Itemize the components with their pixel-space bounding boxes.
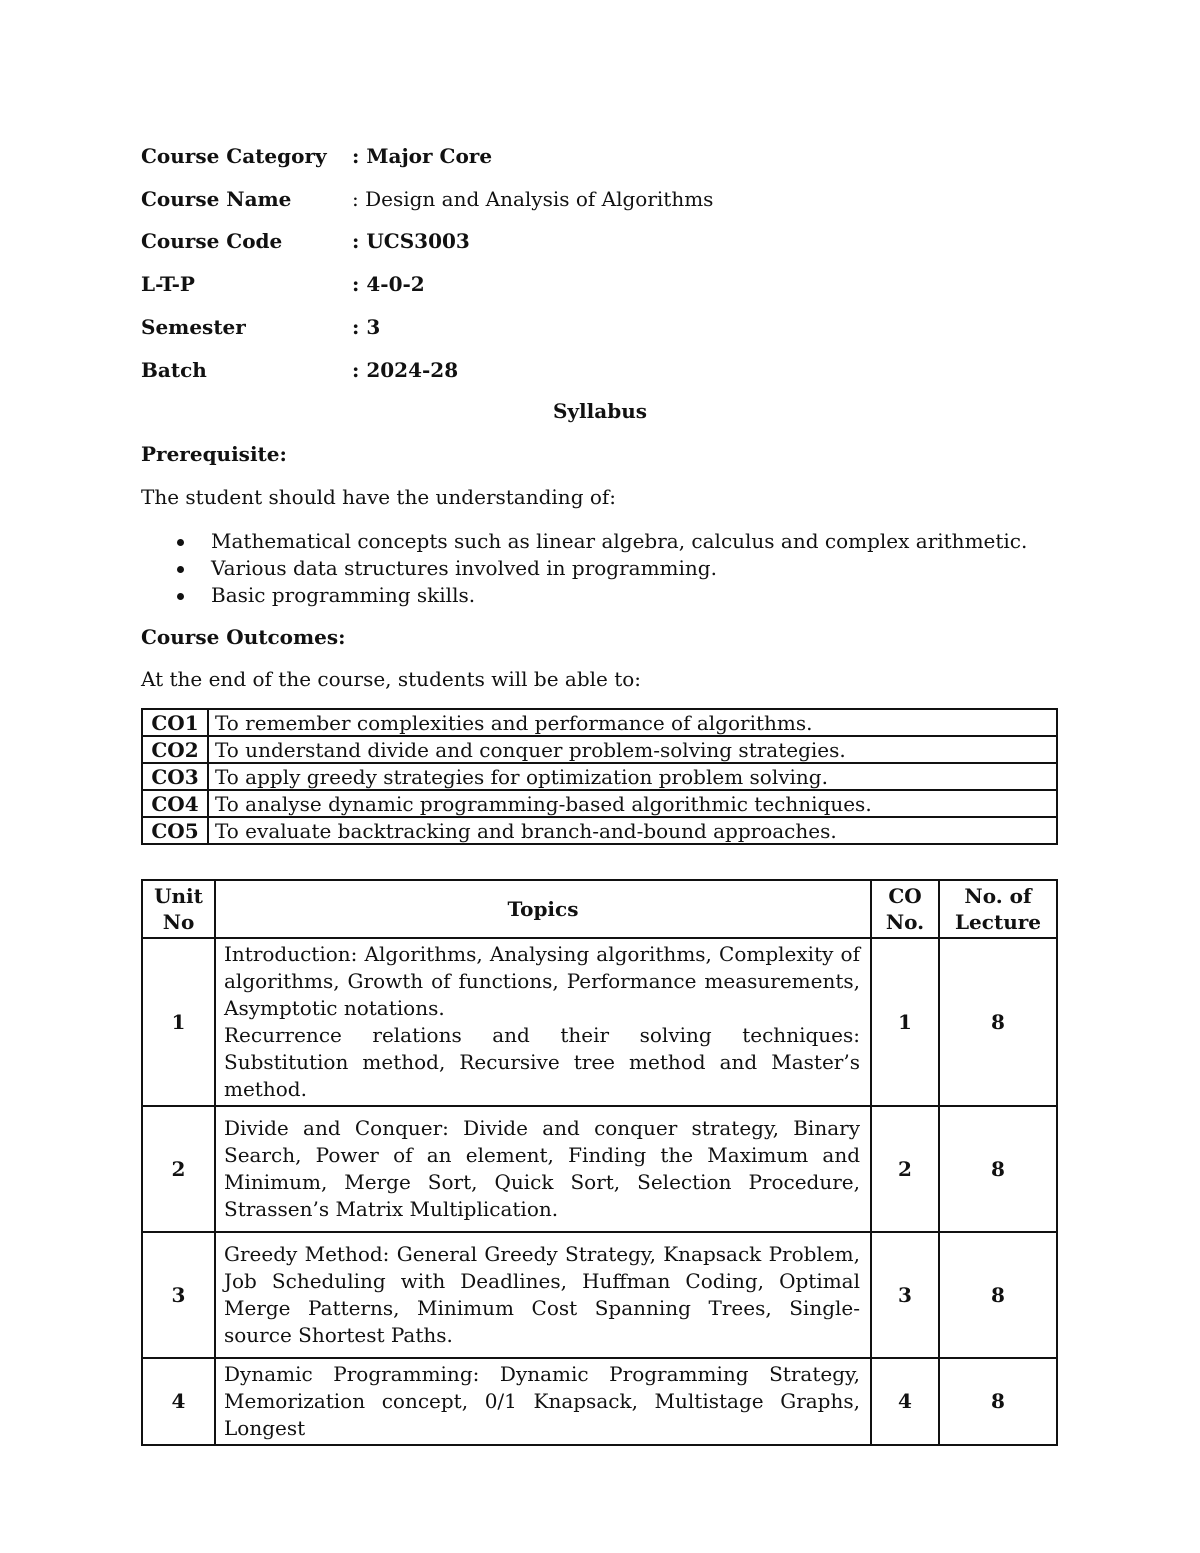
ltp-value: : 4-0-2 — [352, 272, 425, 296]
unit-no-cell: 2 — [142, 1106, 215, 1232]
lectures-cell: 8 — [939, 1106, 1057, 1232]
lectures-cell: 8 — [939, 938, 1057, 1106]
co-text-cell: To analyse dynamic programming-based algorithmic techniques. — [208, 790, 1057, 817]
ltp-label: L-T-P — [141, 272, 195, 296]
table-row — [142, 1232, 1057, 1358]
topics-cell: Greedy Method: General Greedy Strategy, Knapsack Problem, Job Scheduling with Deadlines, Huffman Coding, Optimal Merge Patterns, Minimum Cost Spanning Trees, Single-source Shortest Paths. — [215, 1232, 871, 1358]
co-no-cell: 3 — [871, 1232, 939, 1358]
unit-no-cell: 4 — [142, 1358, 215, 1445]
bullet-icon — [177, 566, 184, 573]
semester-label: Semester — [141, 315, 246, 339]
batch-label: Batch — [141, 358, 207, 382]
co-no-cell: 2 — [871, 1106, 939, 1232]
syllabus-title: Syllabus — [552, 399, 647, 423]
prerequisite-heading: Prerequisite: — [141, 442, 287, 466]
lectures-header: No. of Lecture — [939, 880, 1057, 938]
lectures-cell: 8 — [939, 1358, 1057, 1445]
co-text-cell: To understand divide and conquer problem-solving strategies. — [208, 736, 1057, 763]
list-item — [141, 528, 1027, 555]
course-category-value: : Major Core — [352, 144, 493, 168]
co-id-cell: CO2 — [142, 736, 208, 763]
bullet-icon — [177, 539, 184, 546]
co-no-header: CO No. — [871, 880, 939, 938]
table-row — [142, 736, 1057, 763]
list-item-text: Basic programming skills. — [211, 583, 476, 607]
bullet-icon — [177, 593, 184, 600]
outcomes-heading: Course Outcomes: — [141, 625, 346, 649]
topics-header: Topics — [215, 880, 871, 938]
table-row — [142, 817, 1057, 844]
co-text-cell: To remember complexities and performance of algorithms. — [208, 709, 1057, 736]
co-no-cell: 1 — [871, 938, 939, 1106]
table-row — [142, 790, 1057, 817]
list-item — [141, 582, 1027, 609]
prerequisite-intro: The student should have the understanding of: — [141, 485, 617, 509]
list-item-text: Various data structures involved in programming. — [211, 556, 717, 580]
table-row — [142, 709, 1057, 736]
co-text-cell: To apply greedy strategies for optimization problem solving. — [208, 763, 1057, 790]
semester-value: : 3 — [352, 315, 381, 339]
table-row — [142, 763, 1057, 790]
table-row — [142, 1106, 1057, 1232]
outcomes-intro: At the end of the course, students will be able to: — [141, 667, 642, 691]
course-category-label: Course Category — [141, 144, 327, 168]
table-row — [142, 938, 1057, 1106]
units-table — [141, 879, 1058, 1446]
unit-no-cell: 1 — [142, 938, 215, 1106]
topics-cell: Divide and Conquer: Divide and conquer strategy, Binary Search, Power of an element, Finding the Maximum and Minimum, Merge Sort, Quick Sort, Selection Procedure, Strassen’s Matrix Multiplication. — [215, 1106, 871, 1232]
co-no-cell: 4 — [871, 1358, 939, 1445]
course-code-label: Course Code — [141, 229, 283, 253]
co-id-cell: CO4 — [142, 790, 208, 817]
course-outcomes-table — [141, 708, 1058, 845]
prerequisite-list — [141, 528, 1027, 609]
course-name-label: Course Name — [141, 187, 292, 211]
unit-no-header: Unit No — [142, 880, 215, 938]
co-id-cell: CO3 — [142, 763, 208, 790]
co-text-cell: To evaluate backtracking and branch-and-bound approaches. — [208, 817, 1057, 844]
batch-value: : 2024-28 — [352, 358, 459, 382]
co-id-cell: CO1 — [142, 709, 208, 736]
lectures-cell: 8 — [939, 1232, 1057, 1358]
list-item — [141, 555, 1027, 582]
table-header-row — [142, 880, 1057, 938]
course-code-value: : UCS3003 — [352, 229, 470, 253]
table-row — [142, 1358, 1057, 1445]
unit-no-cell: 3 — [142, 1232, 215, 1358]
co-id-cell: CO5 — [142, 817, 208, 844]
list-item-text: Mathematical concepts such as linear algebra, calculus and complex arithmetic. — [211, 529, 1028, 553]
course-name-value: : Design and Analysis of Algorithms — [352, 187, 714, 211]
topics-cell: Dynamic Programming: Dynamic Programming Strategy, Memorization concept, 0/1 Knapsack, Multistage Graphs, Longest — [215, 1358, 871, 1445]
topics-cell: Introduction: Algorithms, Analysing algorithms, Complexity of algorithms, Growth of functions, Performance measurements, Asymptotic notations. Recurrence relations and their solving techniques: Substitution method, Recursive tree method and Master’s method. — [215, 938, 871, 1106]
